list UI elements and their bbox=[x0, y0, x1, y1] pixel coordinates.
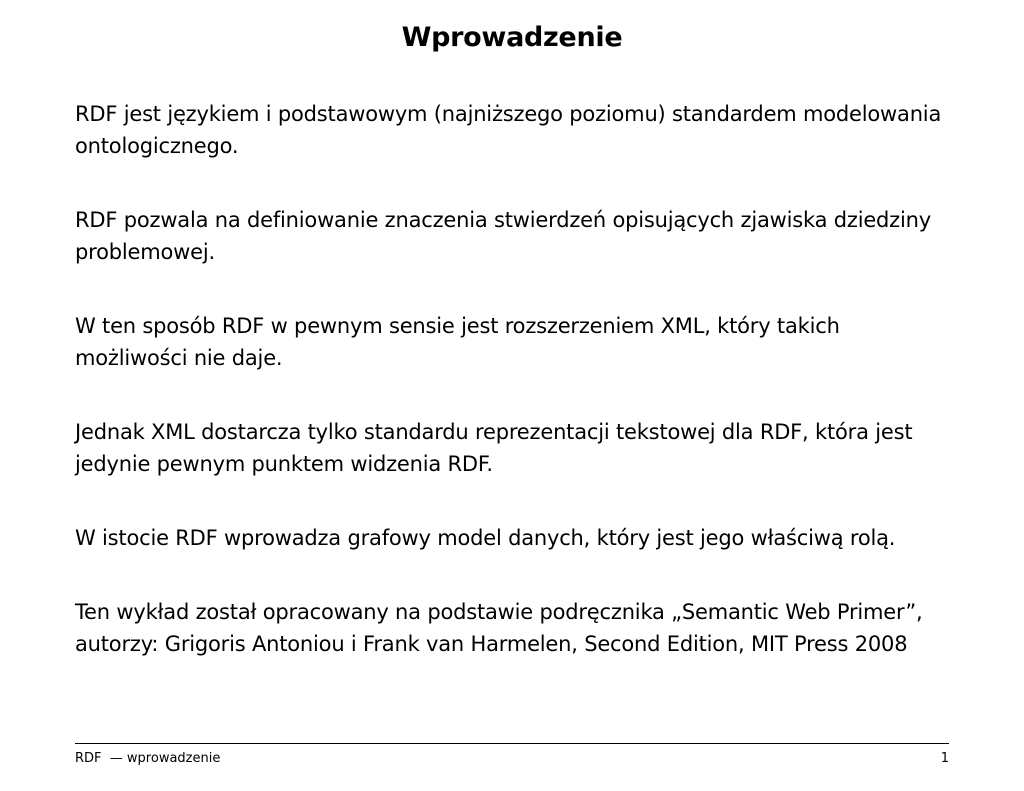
paragraph-rdf-xml-extension: W ten sposób RDF w pewnym sensie jest rozszerzeniem XML, który takich możliwości nie daje. bbox=[75, 314, 840, 370]
paragraph-rdf-meaning: RDF pozwala na definiowanie znaczenia stwierdzeń opisujących zjawiska dziedziny problemowej. bbox=[75, 208, 931, 264]
slide-title: Wprowadzenie bbox=[401, 22, 623, 53]
paragraph-source-reference: Ten wykład został opracowany na podstawie podręcznika „Semantic Web Primer”, autorzy: Grigoris Antoniou i Frank van Harmelen, Second Edition, MIT Press 2008 bbox=[75, 600, 923, 656]
footer-divider bbox=[75, 743, 949, 744]
footer-page-number: 1 bbox=[940, 751, 949, 766]
paragraph-rdf-definition: RDF jest językiem i podstawowym (najniższego poziomu) standardem modelowania ontologicznego. bbox=[75, 102, 942, 158]
paragraph-graph-model: W istocie RDF wprowadza grafowy model danych, który jest jego właściwą rolą. bbox=[75, 526, 896, 550]
slide-body bbox=[75, 98, 955, 702]
footer-section-title: RDF — wprowadzenie bbox=[75, 751, 221, 766]
paragraph-xml-representation: Jednak XML dostarcza tylko standardu reprezentacji tekstowej dla RDF, która jest jedynie pewnym punktem widzenia RDF. bbox=[75, 420, 913, 476]
